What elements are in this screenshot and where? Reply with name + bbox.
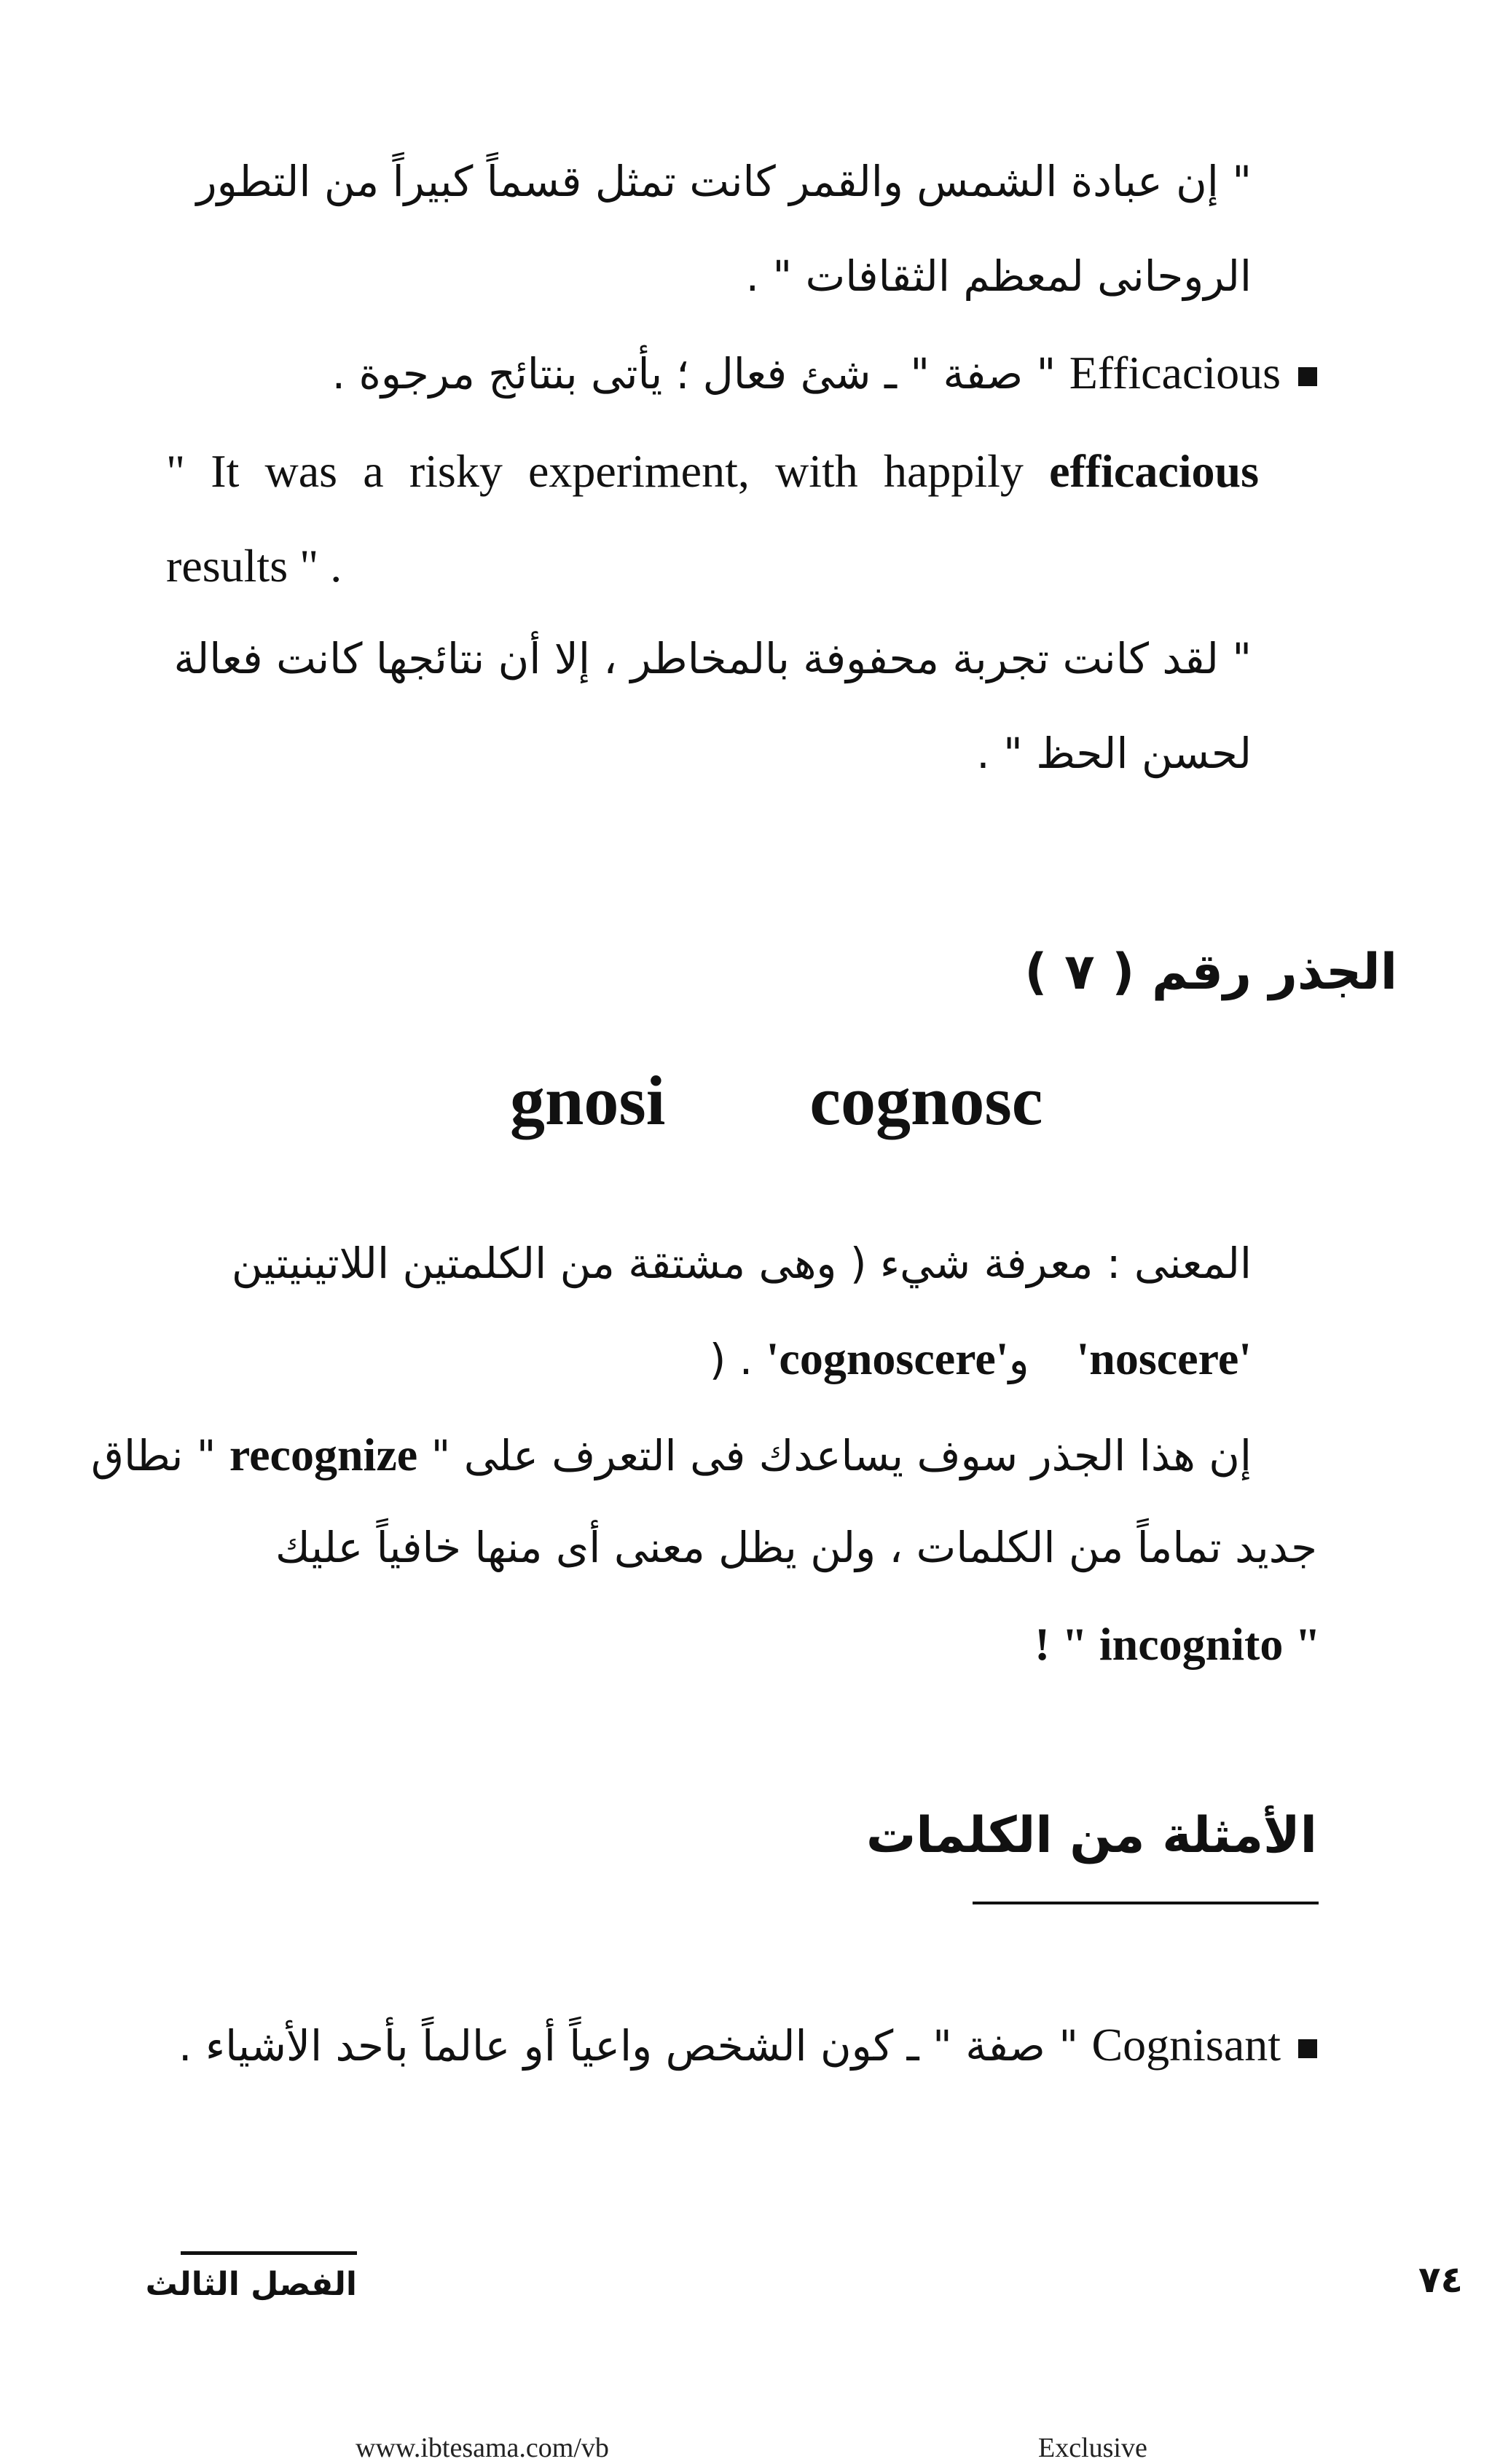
bullet-square-icon (1298, 367, 1317, 386)
root-title: الجذر رقم ( ٧ ) (1024, 943, 1397, 1001)
intro-line: إن هذا الجذر سوف يساعدك فى التعرف على " recognize " نطاق (90, 1429, 1252, 1480)
meaning-term: 'noscere' (1076, 1333, 1252, 1384)
paragraph-line: " إن عبادة الشمس والقمر كانت تمثل قسماً كبيراً من التطور (196, 157, 1252, 206)
website-link[interactable]: www.ibtesama.com/vb (356, 2433, 609, 2463)
intro-line: جديد تماماً من الكلمات ، ولن يظل معنى أى منها خافياً عليك (275, 1523, 1317, 1572)
example-translation: " لقد كانت تجربة محفوفة بالمخاطر ، إلا أن نتائجها كانت فعالة (173, 634, 1252, 683)
footer-rule (181, 2251, 357, 2255)
examples-heading: الأمثلة من الكلمات (865, 1807, 1317, 1864)
example-english (166, 444, 1259, 498)
meaning-term: 'cognoscere' (766, 1333, 1009, 1384)
root-words (510, 1060, 1043, 1141)
entry-efficacious (332, 346, 1317, 400)
example-text: " It was a risky experiment, with happily (166, 445, 1050, 497)
heading-underline (973, 1902, 1319, 1904)
footer-chapter: الفصل الثالث (145, 2266, 357, 2303)
entry-definition: " صفة " ـ شئ فعال ؛ يأتى بنتائج مرجوة . (331, 349, 1056, 399)
example-english-end: results " . (166, 540, 342, 592)
bullet-square-icon (1298, 2039, 1317, 2058)
example-keyword: efficacious (1049, 445, 1259, 497)
meaning-line: المعنى : معرفة شيء ( وهى مشتقة من الكلمتين اللاتينيتين (231, 1239, 1252, 1288)
meaning-close: . ( (709, 1335, 753, 1384)
exclusive-label: Exclusive (1038, 2433, 1147, 2463)
root-word-cognosc: cognosc (809, 1062, 1043, 1139)
page-number: ٧٤ (1418, 2259, 1463, 2301)
example-translation: لحسن الحظ " . (976, 729, 1252, 778)
entry-word: Efficacious (1069, 347, 1281, 399)
intro-line: ! " incognito " (1034, 1618, 1321, 1670)
entry-definition: " صفة " ـ كون الشخص واعياً أو عالماً بأحد الأشياء . (178, 2021, 1078, 2071)
meaning-conj: و (1008, 1335, 1029, 1384)
paragraph-line: الروحانى لمعظم الثقافات " . (745, 251, 1252, 301)
meaning-line (710, 1332, 1252, 1386)
entry-cognisant (178, 2018, 1317, 2072)
intro-keyword: recognize (229, 1429, 418, 1480)
entry-word: Cognisant (1091, 2019, 1281, 2071)
root-word-gnosi: gnosi (510, 1062, 666, 1139)
